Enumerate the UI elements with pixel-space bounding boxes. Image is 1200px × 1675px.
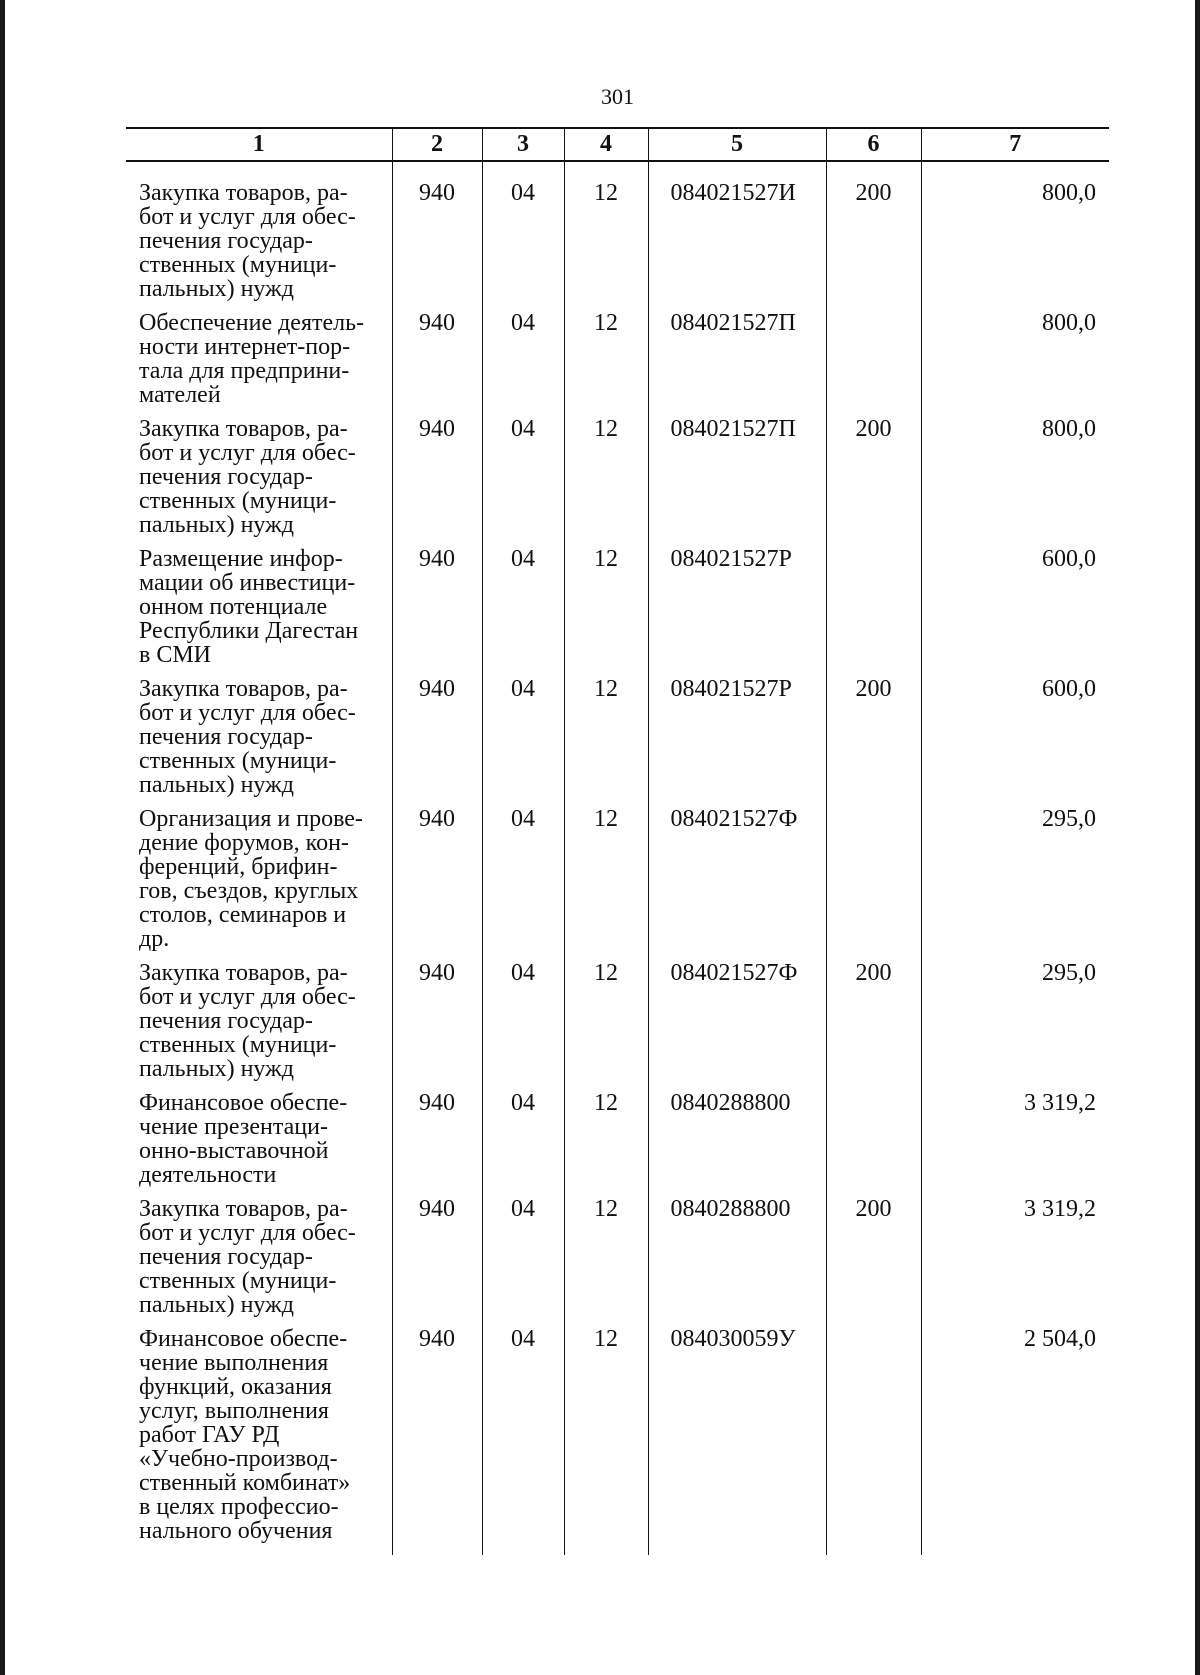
table-row <box>126 547 1109 677</box>
row-expense-type-code: 200 <box>826 677 921 807</box>
row-ministry-code: 940 <box>392 961 482 1091</box>
table-row <box>126 677 1109 807</box>
row-target-item-code: 084021527Р <box>648 677 826 807</box>
row-target-item-code: 0840288800 <box>648 1091 826 1197</box>
row-subsection-code: 12 <box>564 417 648 547</box>
row-expense-type-code: 200 <box>826 417 921 547</box>
header-col-3: 3 <box>482 128 564 161</box>
table-row <box>126 961 1109 1091</box>
row-target-item-code: 084030059У <box>648 1327 826 1555</box>
row-expense-type-code: 200 <box>826 961 921 1091</box>
row-target-item-code: 084021527Р <box>648 547 826 677</box>
row-section-code: 04 <box>482 677 564 807</box>
row-amount: 600,0 <box>921 677 1109 807</box>
row-name: Финансовое обеспе- чение презентаци- онно-выставочной деятельности <box>139 1090 348 1188</box>
row-name: Финансовое обеспе- чение выполнения функций, оказания услуг, выполнения работ ГАУ РД «Учебно-производ- ственный комбинат» в целях профессио- нального обучения <box>139 1326 351 1544</box>
row-subsection-code: 12 <box>564 1327 648 1555</box>
row-ministry-code: 940 <box>392 1327 482 1555</box>
row-subsection-code: 12 <box>564 961 648 1091</box>
row-name: Закупка товаров, ра- бот и услуг для обес- печения государ- ственных (муници- пальных) нужд <box>139 676 356 798</box>
row-name: Закупка товаров, ра- бот и услуг для обес- печения государ- ственных (муници- пальных) нужд <box>139 960 356 1082</box>
table-body <box>126 161 1109 1555</box>
row-target-item-code: 084021527П <box>648 311 826 417</box>
scan-edge-right <box>1195 0 1200 1675</box>
table-row <box>126 1327 1109 1555</box>
row-section-code: 04 <box>482 417 564 547</box>
row-target-item-code: 084021527П <box>648 417 826 547</box>
row-subsection-code: 12 <box>564 1197 648 1327</box>
table-row <box>126 807 1109 961</box>
row-ministry-code: 940 <box>392 181 482 311</box>
header-col-7: 7 <box>921 128 1109 161</box>
row-section-code: 04 <box>482 547 564 677</box>
row-ministry-code: 940 <box>392 807 482 961</box>
row-name: Закупка товаров, ра- бот и услуг для обес- печения государ- ственных (муници- пальных) нужд <box>139 416 356 538</box>
row-target-item-code: 084021527И <box>648 181 826 311</box>
scan-edge-left <box>0 0 5 1675</box>
row-expense-type-code <box>826 547 921 677</box>
row-expense-type-code: 200 <box>826 181 921 311</box>
row-amount: 295,0 <box>921 961 1109 1091</box>
header-spacer <box>126 161 1109 181</box>
row-expense-type-code <box>826 807 921 961</box>
header-col-2: 2 <box>392 128 482 161</box>
row-amount: 800,0 <box>921 417 1109 547</box>
row-section-code: 04 <box>482 1091 564 1197</box>
row-amount: 800,0 <box>921 181 1109 311</box>
row-amount: 600,0 <box>921 547 1109 677</box>
row-ministry-code: 940 <box>392 1091 482 1197</box>
row-name: Закупка товаров, ра- бот и услуг для обес- печения государ- ственных (муници- пальных) нужд <box>139 180 356 302</box>
row-ministry-code: 940 <box>392 417 482 547</box>
table-row <box>126 1091 1109 1197</box>
row-target-item-code: 0840288800 <box>648 1197 826 1327</box>
row-name: Организация и прове- дение форумов, кон- ференций, брифин- гов, съездов, круглых столов, семинаров и др. <box>139 806 363 952</box>
row-section-code: 04 <box>482 1197 564 1327</box>
row-expense-type-code <box>826 311 921 417</box>
header-col-4: 4 <box>564 128 648 161</box>
header-col-1: 1 <box>126 128 392 161</box>
header-row <box>126 128 1109 161</box>
row-section-code: 04 <box>482 181 564 311</box>
row-expense-type-code <box>826 1327 921 1555</box>
row-section-code: 04 <box>482 807 564 961</box>
table-row <box>126 1197 1109 1327</box>
row-ministry-code: 940 <box>392 1197 482 1327</box>
row-name: Обеспечение деятель- ности интернет-пор- тала для предприни- мателей <box>139 310 365 408</box>
row-section-code: 04 <box>482 1327 564 1555</box>
header-col-6: 6 <box>826 128 921 161</box>
table-row <box>126 181 1109 311</box>
row-name: Размещение инфор- мации об инвестици- онном потенциале Республики Дагестан в СМИ <box>139 546 359 668</box>
row-expense-type-code <box>826 1091 921 1197</box>
row-subsection-code: 12 <box>564 311 648 417</box>
page-number: 301 <box>601 84 634 109</box>
row-subsection-code: 12 <box>564 181 648 311</box>
row-section-code: 04 <box>482 311 564 417</box>
row-amount: 3 319,2 <box>921 1197 1109 1327</box>
row-subsection-code: 12 <box>564 547 648 677</box>
row-ministry-code: 940 <box>392 547 482 677</box>
row-subsection-code: 12 <box>564 677 648 807</box>
row-amount: 295,0 <box>921 807 1109 961</box>
row-subsection-code: 12 <box>564 807 648 961</box>
header-col-5: 5 <box>648 128 826 161</box>
table-row <box>126 311 1109 417</box>
row-amount: 800,0 <box>921 311 1109 417</box>
row-ministry-code: 940 <box>392 311 482 417</box>
row-target-item-code: 084021527Ф <box>648 961 826 1091</box>
row-amount: 3 319,2 <box>921 1091 1109 1197</box>
table-row <box>126 417 1109 547</box>
row-amount: 2 504,0 <box>921 1327 1109 1555</box>
row-section-code: 04 <box>482 961 564 1091</box>
budget-table <box>126 127 1109 1555</box>
row-target-item-code: 084021527Ф <box>648 807 826 961</box>
row-ministry-code: 940 <box>392 677 482 807</box>
row-name: Закупка товаров, ра- бот и услуг для обес- печения государ- ственных (муници- пальных) нужд <box>139 1196 356 1318</box>
row-expense-type-code: 200 <box>826 1197 921 1327</box>
row-subsection-code: 12 <box>564 1091 648 1197</box>
